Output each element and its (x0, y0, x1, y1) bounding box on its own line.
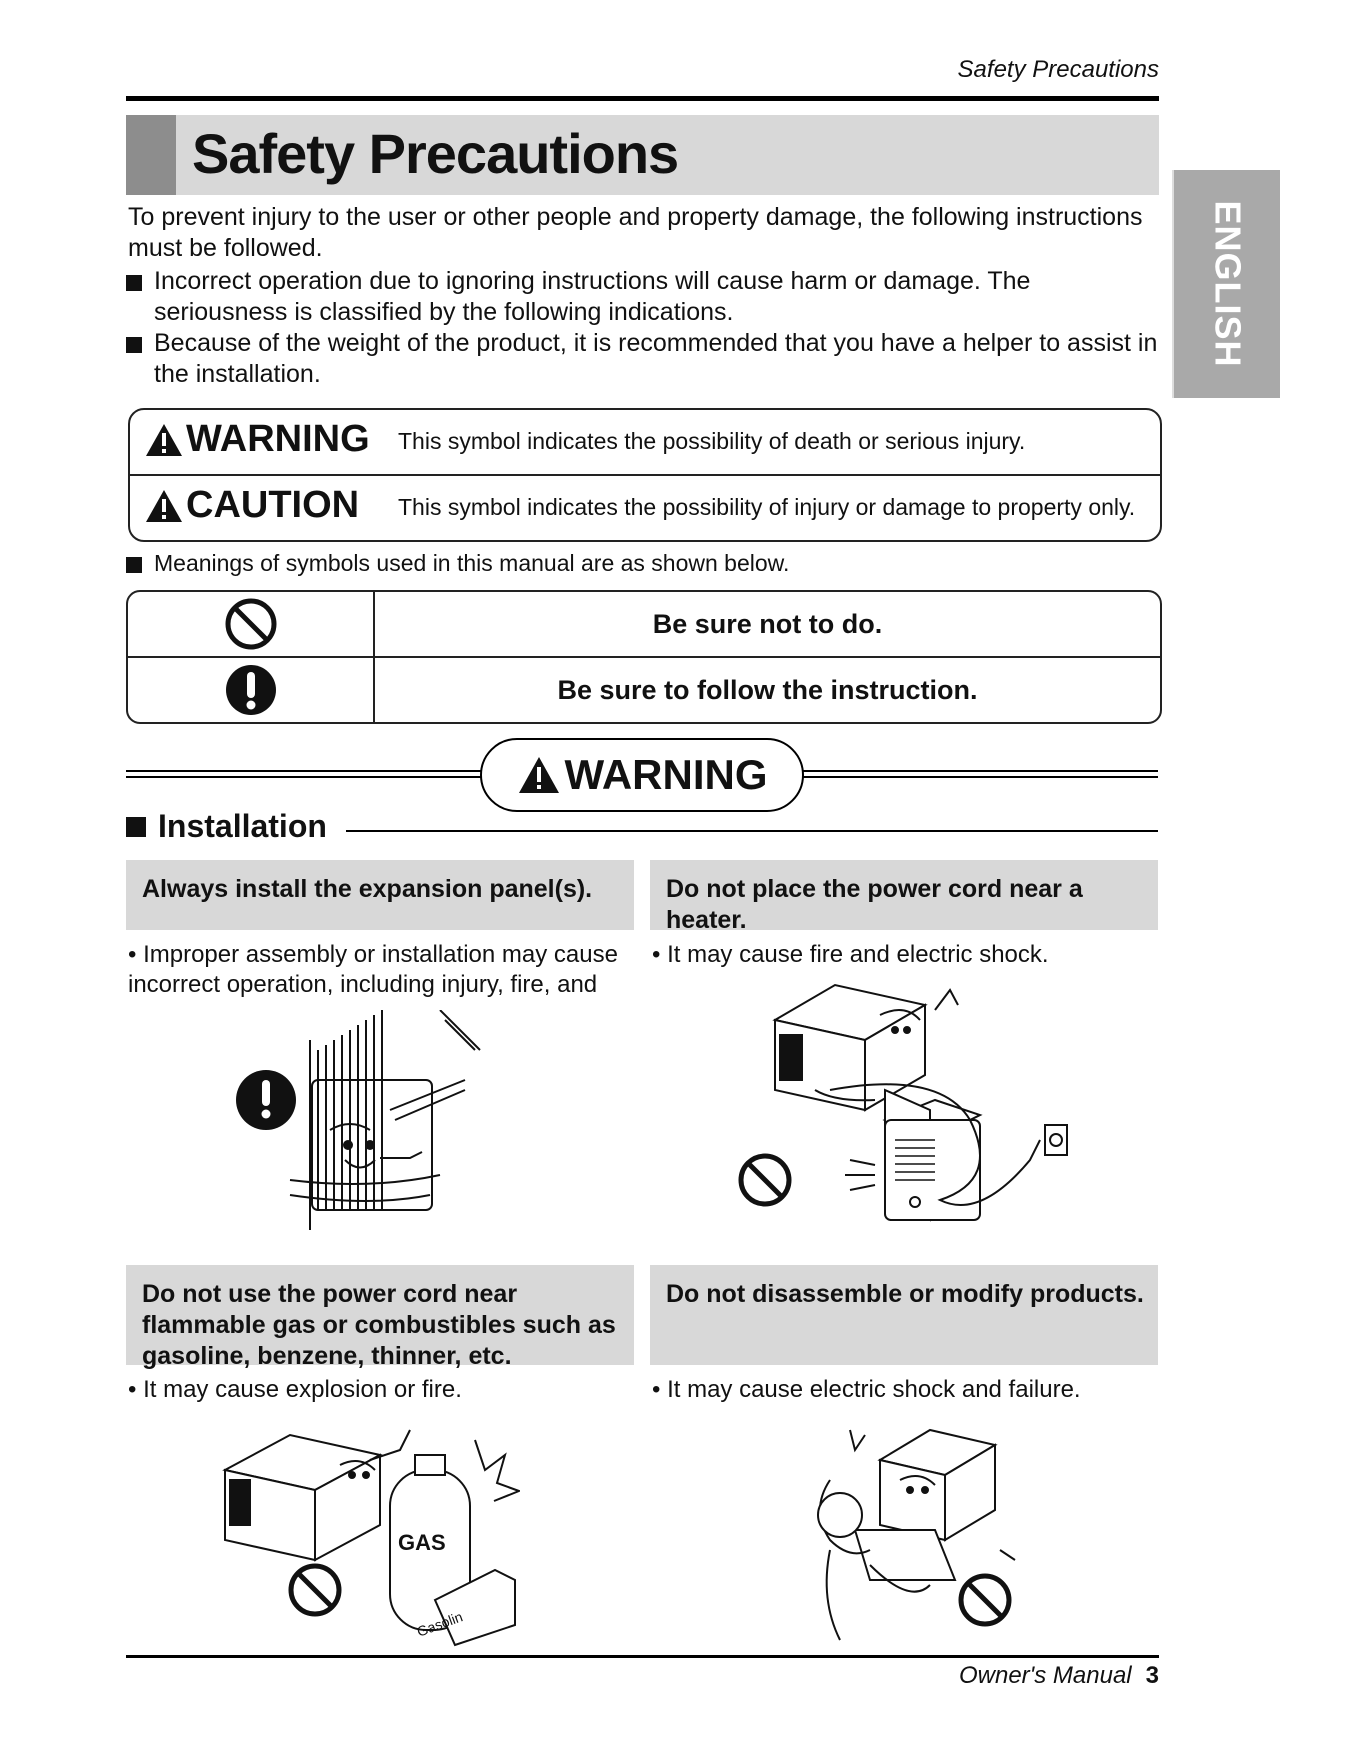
section-heading (126, 808, 327, 845)
warning-triangle-icon (144, 422, 184, 458)
signal-row-caution (130, 476, 1160, 540)
square-bullet-icon (126, 557, 142, 573)
heater-illustration (735, 980, 1095, 1240)
symbol-cell (128, 592, 373, 656)
instruction-note: • It may cause explosion or fire. (128, 1376, 462, 1403)
square-bullet-icon (126, 275, 142, 291)
instruction-box (650, 860, 1158, 934)
instruction-box (650, 1265, 1158, 1365)
symbol-meaning: Be sure not to do. (652, 608, 883, 639)
mandatory-icon (224, 663, 278, 717)
instruction-heading: Do not place the power cord near a heater. (666, 875, 1083, 934)
running-header: Safety Precautions (957, 56, 1159, 83)
intro-text: To prevent injury to the user or other people and property damage, the following instructions must be followed. (128, 203, 1143, 262)
warning-triangle-icon (517, 755, 561, 795)
instruction-note: • Improper assembly or installation may cause incorrect operation, including injury, fire, and (128, 941, 618, 998)
signal-word: WARNING (186, 418, 370, 460)
title-bar (126, 115, 1159, 195)
symbols-table (126, 590, 1162, 724)
square-bullet-icon (126, 337, 142, 353)
instruction-heading: Always install the expansion panel(s). (142, 875, 593, 903)
bottom-rule (126, 1655, 1159, 1658)
instruction-note: • It may cause fire and electric shock. (652, 941, 1049, 968)
symbol-meaning: Be sure to follow the instruction. (557, 674, 978, 705)
footer-label: Owner's Manual (958, 1662, 1132, 1689)
instruction-heading: Do not disassemble or modify products. (666, 1280, 1144, 1308)
prohibition-icon (224, 597, 278, 651)
square-bullet-icon (126, 817, 146, 837)
gas-illustration (220, 1420, 520, 1650)
instruction-box (126, 1265, 634, 1370)
language-tab (1172, 170, 1280, 398)
warning-banner (480, 738, 804, 812)
signal-word-box (128, 408, 1162, 542)
banner-rule (126, 770, 482, 778)
warning-banner-label: WARNING (564, 751, 768, 798)
page-title: Safety Precautions (192, 122, 679, 185)
section-rule (346, 830, 1158, 832)
signal-description: This symbol indicates the possibility of injury or damage to property only. (398, 494, 1136, 520)
signal-word: CAUTION (186, 484, 360, 526)
language-tab-label: ENGLISH (1207, 200, 1249, 368)
instruction-heading: Do not use the power cord near flammable gas or combustibles such as gasoline, benzene, thinner, etc. (142, 1280, 616, 1370)
gas-cylinder-label: GAS (398, 1530, 446, 1555)
instruction-note: • It may cause electric shock and failure. (652, 1376, 1081, 1403)
banner-rule (798, 770, 1158, 778)
page-footer (959, 1662, 1159, 1690)
symbol-cell (128, 658, 373, 722)
section-title: Installation (158, 808, 327, 844)
signal-row-warning (130, 410, 1160, 474)
gasoline-can-label: Gasolin (414, 1608, 465, 1640)
disassemble-illustration (770, 1420, 1030, 1650)
instruction-box (126, 860, 634, 930)
expansion-panel-illustration (230, 1010, 500, 1250)
signal-description: This symbol indicates the possibility of death or serious injury. (398, 428, 1026, 454)
top-rule (126, 96, 1159, 101)
title-accent-block (126, 115, 176, 195)
warning-triangle-icon (144, 488, 184, 524)
page-number: 3 (1145, 1662, 1159, 1689)
